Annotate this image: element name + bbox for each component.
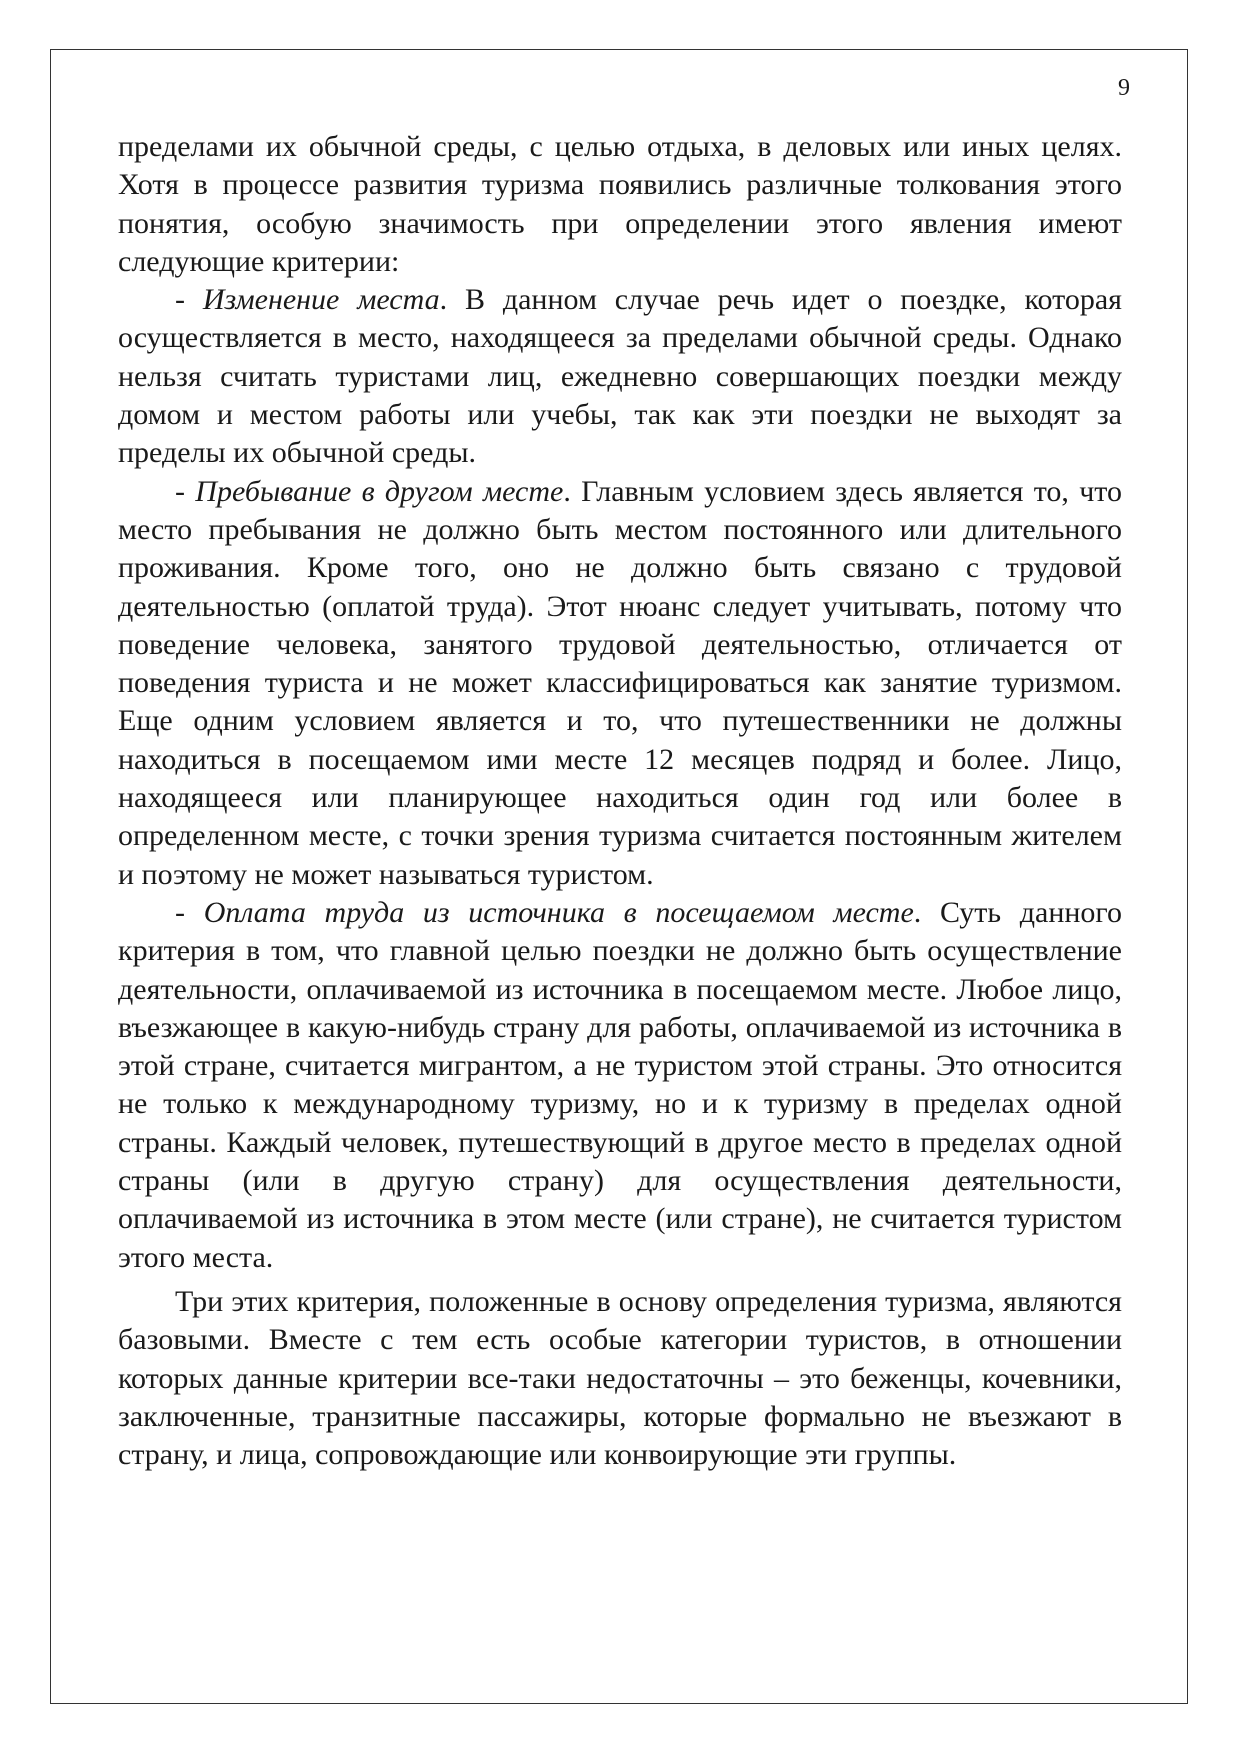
document-body — [118, 128, 1122, 1474]
criterion-term: Изменение места — [202, 283, 440, 317]
criterion-description: . Суть данного критерия в том, что главной целью поездки не должно быть осуществление деятельности, оплачиваемой из источника в посещаемом месте. Любое лицо, въезжающее в какую-нибудь страну для работы, оплачиваемой из источника в этой стране, считается мигрантом, а не туристом этой страны. Это относится не только к международному туризму, но и к туризму в пределах одной страны. Каждый человек, путешествующий в другое место в пределах одной страны (или в другую страну) для осуществления деятельности, оплачиваемой из источника в этом месте (или стране), не считается туристом этого места. — [118, 895, 1122, 1274]
page-number: 9 — [1118, 75, 1130, 101]
criterion-description: . В данном случае речь идет о поездке, которая осуществляется в место, находящееся за пределами обычной среды. Однако нельзя считать туристами лиц, ежедневно совершающих поездки между домом и местом работы или учебы, так как эти поездки не выходят за пределы их обычной среды. — [118, 283, 1122, 470]
criterion-term: Оплата труда из источника в посещаемом месте — [203, 895, 914, 929]
paragraph-criterion-payment-source — [118, 894, 1122, 1277]
paragraph-conclusion: Три этих критерия, положенные в основу определения туризма, являются базовыми. Вместе с тем есть особые категории туристов, в отношении которых данные критерии все-таки недостаточны – это беженцы, кочевники, заключенные, транзитные пассажиры, которые формально не въезжают в страну, и лица, сопровождающие или конвоирующие эти группы. — [118, 1284, 1122, 1472]
paragraph-criterion-stay-elsewhere — [118, 473, 1122, 894]
paragraph-criterion-place-change — [118, 281, 1122, 472]
list-dash: - — [175, 283, 203, 317]
criterion-description: . Главным условием здесь является то, что место пребывания не должно быть местом постоянного или длительного проживания. Кроме того, оно не должно быть связано с трудовой деятельностью (оплатой труда). Этот нюанс следует учитывать, потому что поведение человека, занятого трудовой деятельностью, отличается от поведения туриста и не может классифицироваться как занятие туризмом. Еще одним условием является и то, что путешественники не должны находиться в посещаемом ими месте 12 месяцев подряд и более. Лицо, находящееся или планирующее находиться один год или более в определенном месте, с точки зрения туризма считается постоянным жителем и поэтому не может называться туристом. — [118, 474, 1122, 891]
paragraph-intro: пределами их обычной среды, с целью отдыха, в деловых или иных целях. Хотя в процессе развития туризма появились различные толкования этого понятия, особую значимость при определении этого явления имеют следующие критерии: — [118, 130, 1122, 278]
list-dash: - — [175, 474, 196, 508]
list-dash: - — [175, 895, 204, 929]
criterion-term: Пребывание в другом месте — [195, 474, 564, 508]
